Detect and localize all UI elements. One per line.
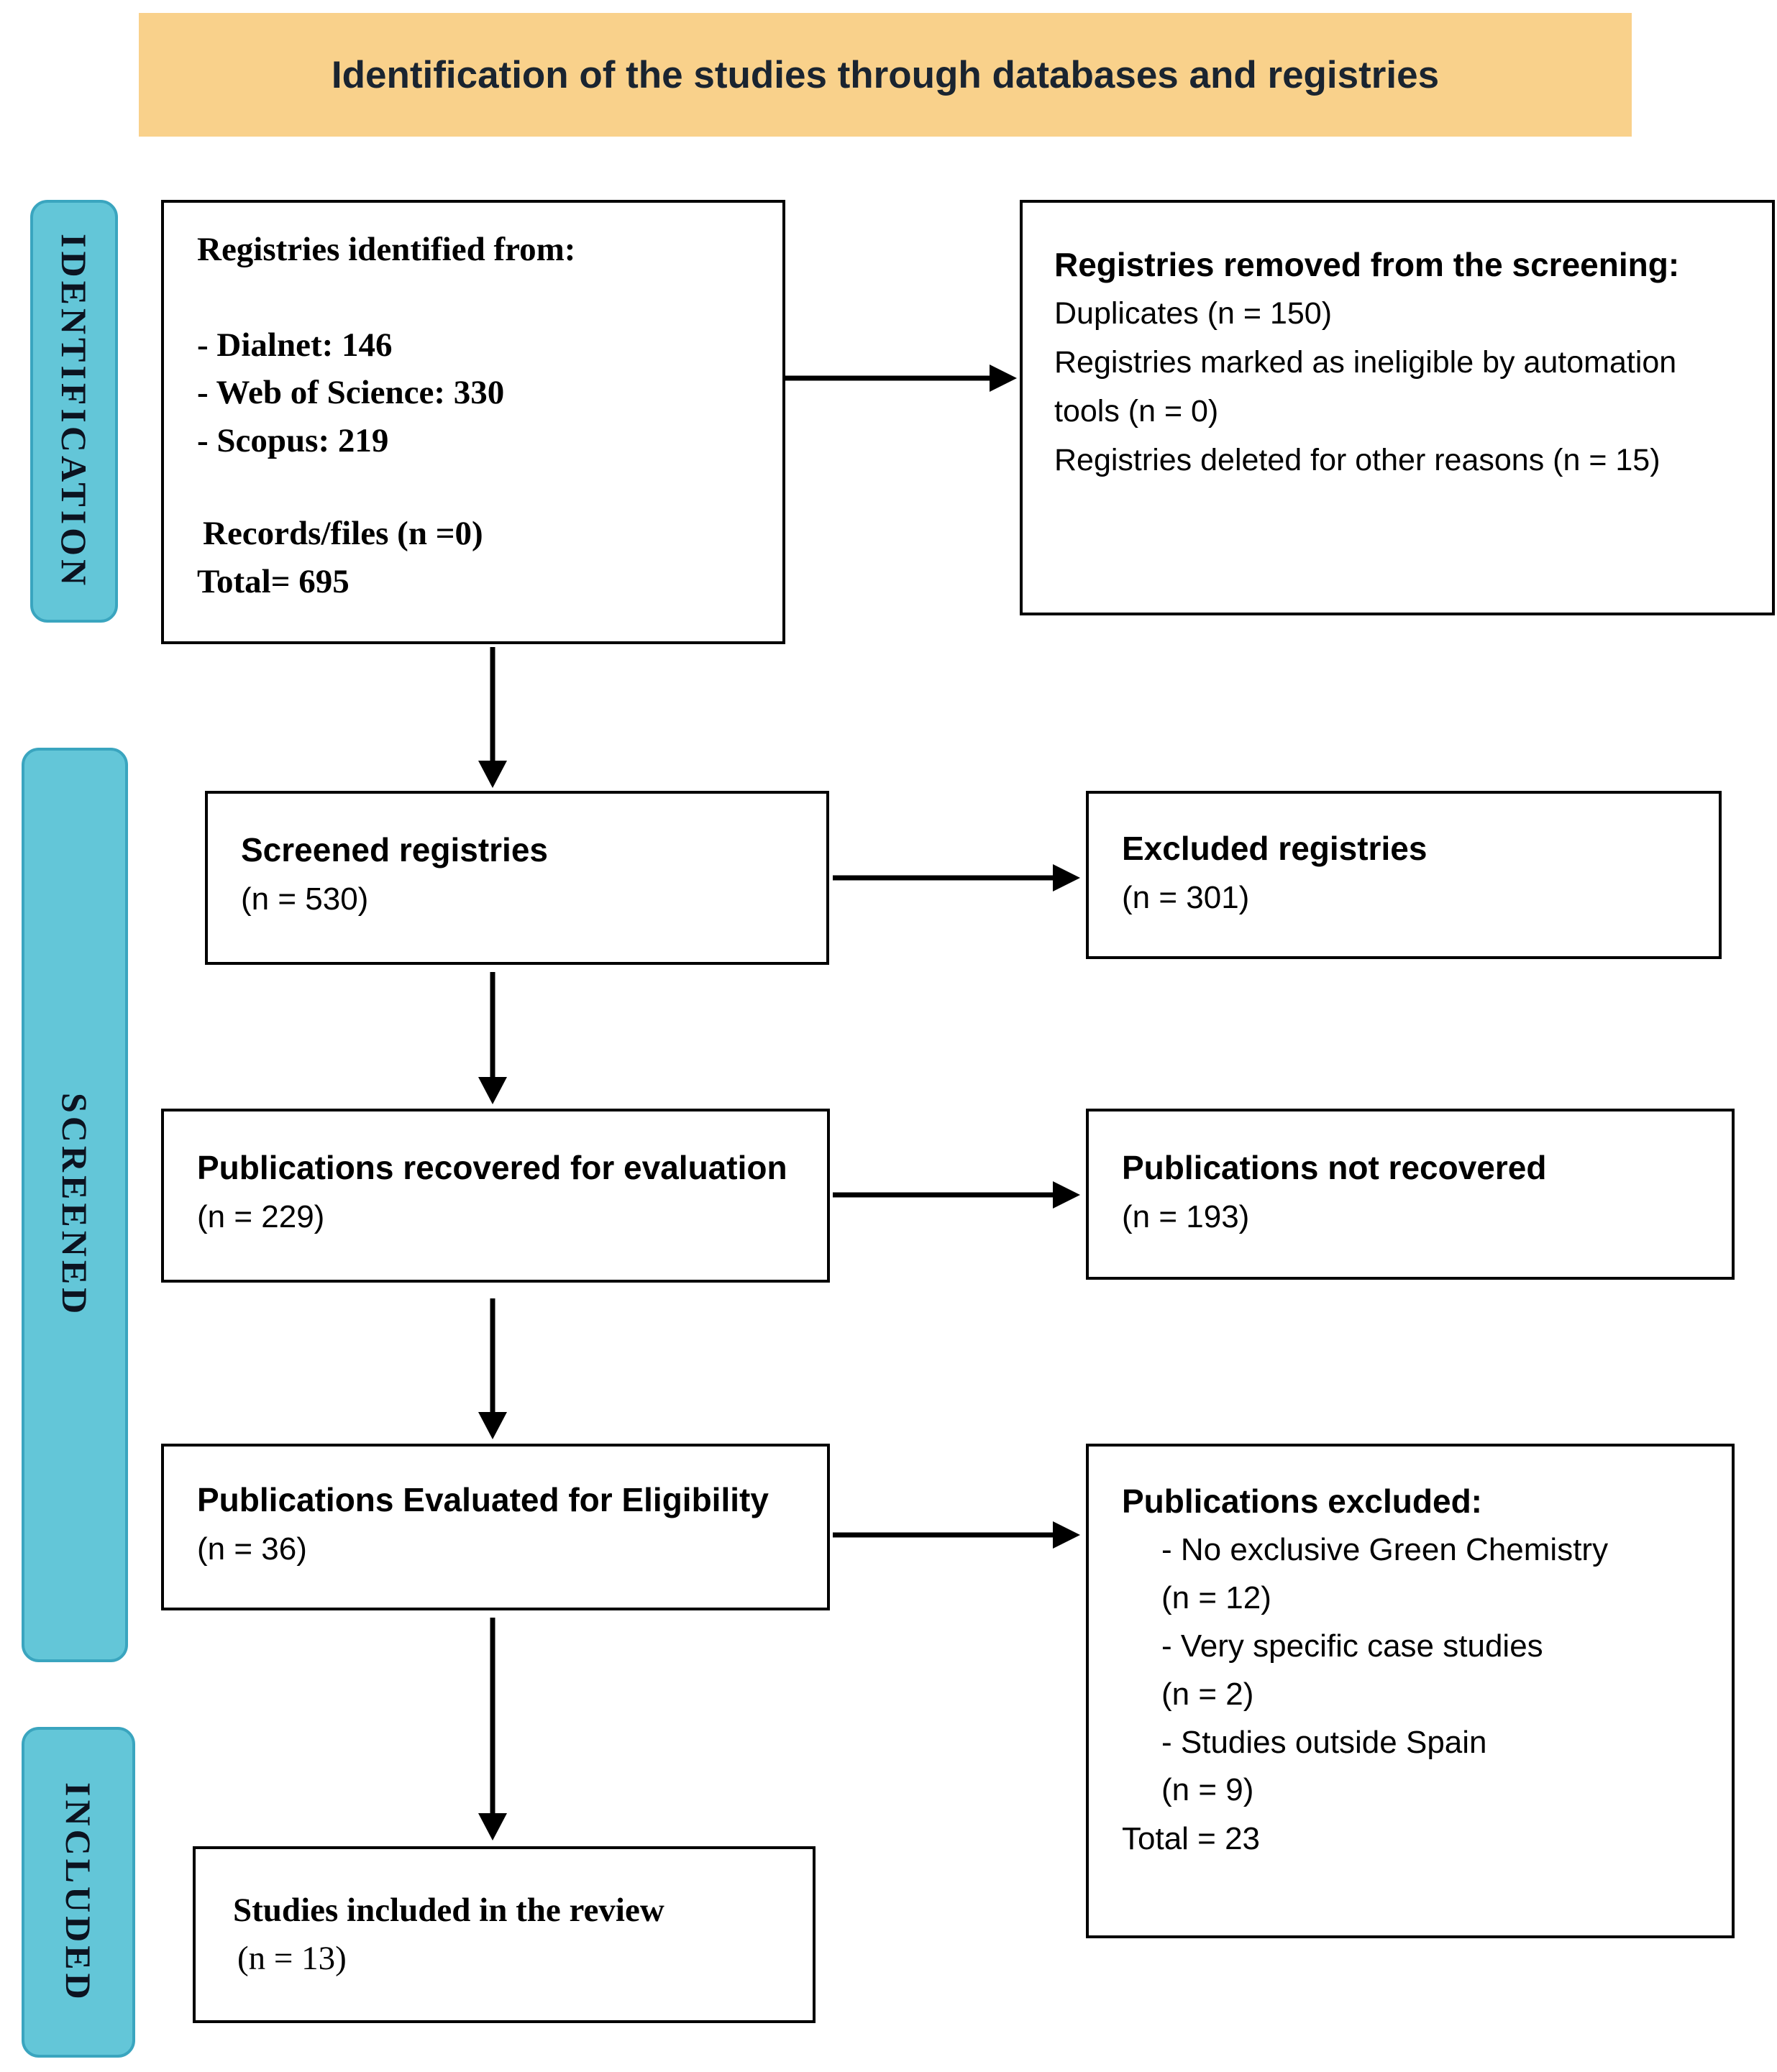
- excluded-registries-box: [1086, 791, 1722, 959]
- included-box: [193, 1846, 816, 2023]
- arrow-recovered-to-eligibility: [478, 1298, 508, 1439]
- identified-records: Records/files (n =0): [203, 514, 483, 552]
- stage-included: [22, 1727, 135, 2058]
- not-recovered-count: (n = 193): [1122, 1199, 1250, 1234]
- stage-screened-label: SCREENED: [55, 1092, 95, 1318]
- exclusion-reason: (n = 9): [1161, 1772, 1254, 1808]
- recovered-count: (n = 229): [197, 1199, 325, 1234]
- screened-count: (n = 530): [241, 881, 369, 917]
- page-title: Identification of the studies through databases and registries: [331, 53, 1440, 96]
- not-recovered-box: [1086, 1109, 1735, 1280]
- not-recovered-heading: Publications not recovered: [1122, 1149, 1547, 1186]
- arrow-recovered-to-not-recovered: [833, 1181, 1080, 1209]
- arrow-identified-to-screened: [478, 647, 508, 788]
- stage-included-label: INCLUDED: [58, 1782, 99, 2003]
- removed-heading: Registries removed from the screening:: [1054, 246, 1680, 283]
- title-banner: [139, 13, 1632, 137]
- publications-excluded-heading: Publications excluded:: [1122, 1482, 1482, 1520]
- arrow-identified-to-removed: [785, 364, 1017, 393]
- exclusion-reason: - Very specific case studies: [1161, 1628, 1543, 1664]
- eligibility-heading: Publications Evaluated for Eligibility: [197, 1481, 769, 1518]
- stage-screened: [22, 748, 128, 1662]
- arrow-screened-to-recovered: [478, 972, 508, 1104]
- recovered-heading: Publications recovered for evaluation: [197, 1149, 787, 1186]
- screened-heading: Screened registries: [241, 831, 549, 868]
- eligibility-box: [161, 1444, 830, 1610]
- exclusion-reason: - No exclusive Green Chemistry: [1161, 1532, 1609, 1567]
- excluded-registries-count: (n = 301): [1122, 880, 1250, 915]
- removed-line: Registries marked as ineligible by automation tools (n = 0): [1054, 344, 1677, 428]
- removed-box: [1020, 200, 1775, 615]
- exclusion-reason: - Studies outside Spain: [1161, 1724, 1487, 1760]
- exclusion-reason: (n = 12): [1161, 1580, 1271, 1615]
- included-count: (n = 13): [237, 1939, 347, 1977]
- screened-box: [205, 791, 829, 965]
- excluded-registries-heading: Excluded registries: [1122, 830, 1427, 867]
- identified-heading: Registries identified from:: [197, 231, 576, 268]
- stage-identification: [30, 200, 118, 623]
- identified-box: [161, 200, 785, 644]
- exclusion-reason: (n = 2): [1161, 1676, 1254, 1712]
- arrow-eligibility-to-excluded: [833, 1521, 1080, 1549]
- stage-identification-label: IDENTIFICATION: [54, 233, 94, 590]
- identified-source: - Web of Science: 330: [197, 374, 505, 412]
- included-heading: Studies included in the review: [233, 1892, 664, 1929]
- eligibility-count: (n = 36): [197, 1531, 307, 1567]
- removed-line: Duplicates (n = 150): [1054, 296, 1333, 331]
- arrow-eligibility-to-included: [478, 1618, 508, 1840]
- publications-excluded-total: Total = 23: [1122, 1821, 1261, 1857]
- identified-total: Total= 695: [197, 562, 350, 600]
- arrow-screened-to-excluded: [833, 863, 1080, 892]
- identified-source: - Scopus: 219: [197, 422, 389, 460]
- removed-line: Registries deleted for other reasons (n = 15): [1054, 442, 1660, 477]
- publications-excluded-box: [1086, 1444, 1735, 1938]
- identified-source: - Dialnet: 146: [197, 326, 393, 364]
- recovered-box: [161, 1109, 830, 1283]
